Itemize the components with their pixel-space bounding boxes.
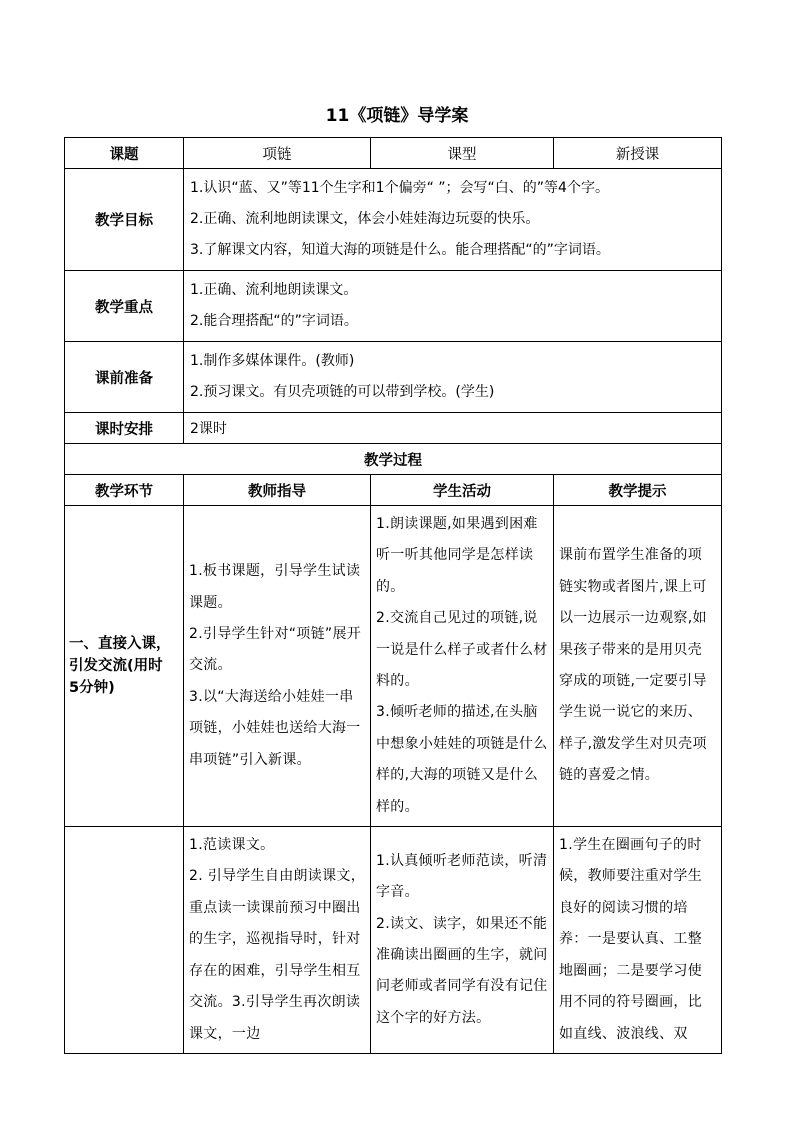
objective-item: 1.认识“蓝、又”等11个生字和1个偏旁“ ”；会写“白、的”等4个字。 [190, 180, 609, 196]
table-row [65, 413, 722, 444]
table-row [65, 138, 722, 169]
key-points-cell [184, 271, 722, 342]
key-point-item: 1.正确、流利地朗读课文。 [190, 282, 358, 298]
page-title: 11《项链》导学案 [325, 106, 469, 126]
stage2-name [65, 827, 184, 1054]
objectives-cell [184, 169, 722, 271]
stage2-student-item: 1.认真倾听老师范读，听清字音。 [376, 852, 548, 901]
table-row [65, 506, 722, 827]
lesson-plan-table [64, 137, 722, 1054]
objective-item: 3.了解课文内容，知道大海的项链是什么。能合理搭配“的”字词语。 [190, 242, 610, 258]
preparation-label: 课前准备 [65, 342, 184, 413]
table-row [65, 342, 722, 413]
table-row [65, 475, 722, 506]
table-row [65, 271, 722, 342]
stage1-name-line: 5分钟) [69, 680, 115, 697]
stage1-teacher-cell [184, 506, 371, 827]
column-header-student: 学生活动 [371, 475, 554, 506]
stage1-student-item: 1.朗读课题,如果遇到困难听一听其他同学是怎样读的。 [376, 516, 538, 595]
schedule-label: 课时安排 [65, 413, 184, 444]
column-header-tip: 教学提示 [554, 475, 722, 506]
preparation-item: 1.制作多媒体课件。(教师) [190, 353, 355, 369]
stage2-student-cell [371, 827, 554, 1054]
objective-item: 2.正确、流利地朗读课文，体会小娃娃海边玩耍的快乐。 [190, 211, 540, 227]
stage1-student-cell [371, 506, 554, 827]
stage2-student-item: 2.读文、读字，如果还不能准确读出圈画的生字，就问问老师或者同学有没有记住这个字的好方法。 [376, 915, 548, 1026]
stage1-tip: 课前布置学生准备的项链实物或者图片,课上可以一边展示一边观察,如果孩子带来的是用贝壳穿成的项链,一定要引导学生说一说它的来历、样子,激发学生对贝壳项链的喜爱之情。 [559, 547, 707, 784]
column-header-stage: 教学环节 [65, 475, 184, 506]
stage2-teacher-item: 2. 引导学生自由朗读课文，重点读一读课前预习中圈出的生字，巡视指导时，针对存在的困难，引导学生相互交流。3.引导学生再次朗读课文，一边 [189, 868, 366, 1042]
stage1-teacher-item: 2.引导学生针对“项链”展开交流。 [189, 625, 362, 674]
column-header-teacher: 教师指导 [184, 475, 371, 506]
stage1-student-item: 2.交流自己见过的项链,说一说是什么样子或者什么材料的。 [376, 610, 548, 690]
table-row [65, 169, 722, 271]
objectives-label: 教学目标 [65, 169, 184, 271]
stage1-teacher-item: 3.以“大海送给小娃娃一串项链，小娃娃也送给大海一串项链”引入新课。 [189, 688, 361, 768]
stage1-teacher-item: 1.板书课题，引导学生试读课题。 [189, 563, 361, 611]
stage2-tip: 1.学生在圈画句子的时候，教师要注重对学生良好的阅读习惯的培养：一是要认真、工整地圈画；二是要学习使用不同的符号圈画，比如直线、波浪线、双 [559, 837, 702, 1042]
key-point-item: 2.能合理搭配“的”字词语。 [190, 313, 358, 329]
type-label: 课型 [371, 138, 554, 169]
subject-value: 项链 [184, 138, 371, 169]
stage1-name-line: 一、直接入课， [69, 636, 171, 653]
table-row [65, 827, 722, 1054]
stage1-tip-cell [554, 506, 722, 827]
preparation-item: 2.预习课文。有贝壳项链的可以带到学校。(学生) [190, 384, 495, 400]
stage1-name-line: 引发交流(用时 [69, 658, 163, 675]
stage2-teacher-cell [184, 827, 371, 1054]
stage2-teacher-item: 1.范读课文。 [189, 837, 275, 854]
stage1-student-item: 3.倾听老师的描述,在头脑中想象小娃娃的项链是什么样的,大海的项链又是什么样的。 [376, 704, 548, 815]
table-row [65, 444, 722, 475]
preparation-cell [184, 342, 722, 413]
stage1-name [65, 506, 184, 827]
schedule-text: 2课时 [190, 421, 227, 437]
stage2-tip-cell [554, 827, 722, 1054]
subject-label: 课题 [65, 138, 184, 169]
process-title: 教学过程 [65, 444, 722, 475]
key-points-label: 教学重点 [65, 271, 184, 342]
type-value: 新授课 [554, 138, 722, 169]
schedule-value [184, 413, 722, 444]
